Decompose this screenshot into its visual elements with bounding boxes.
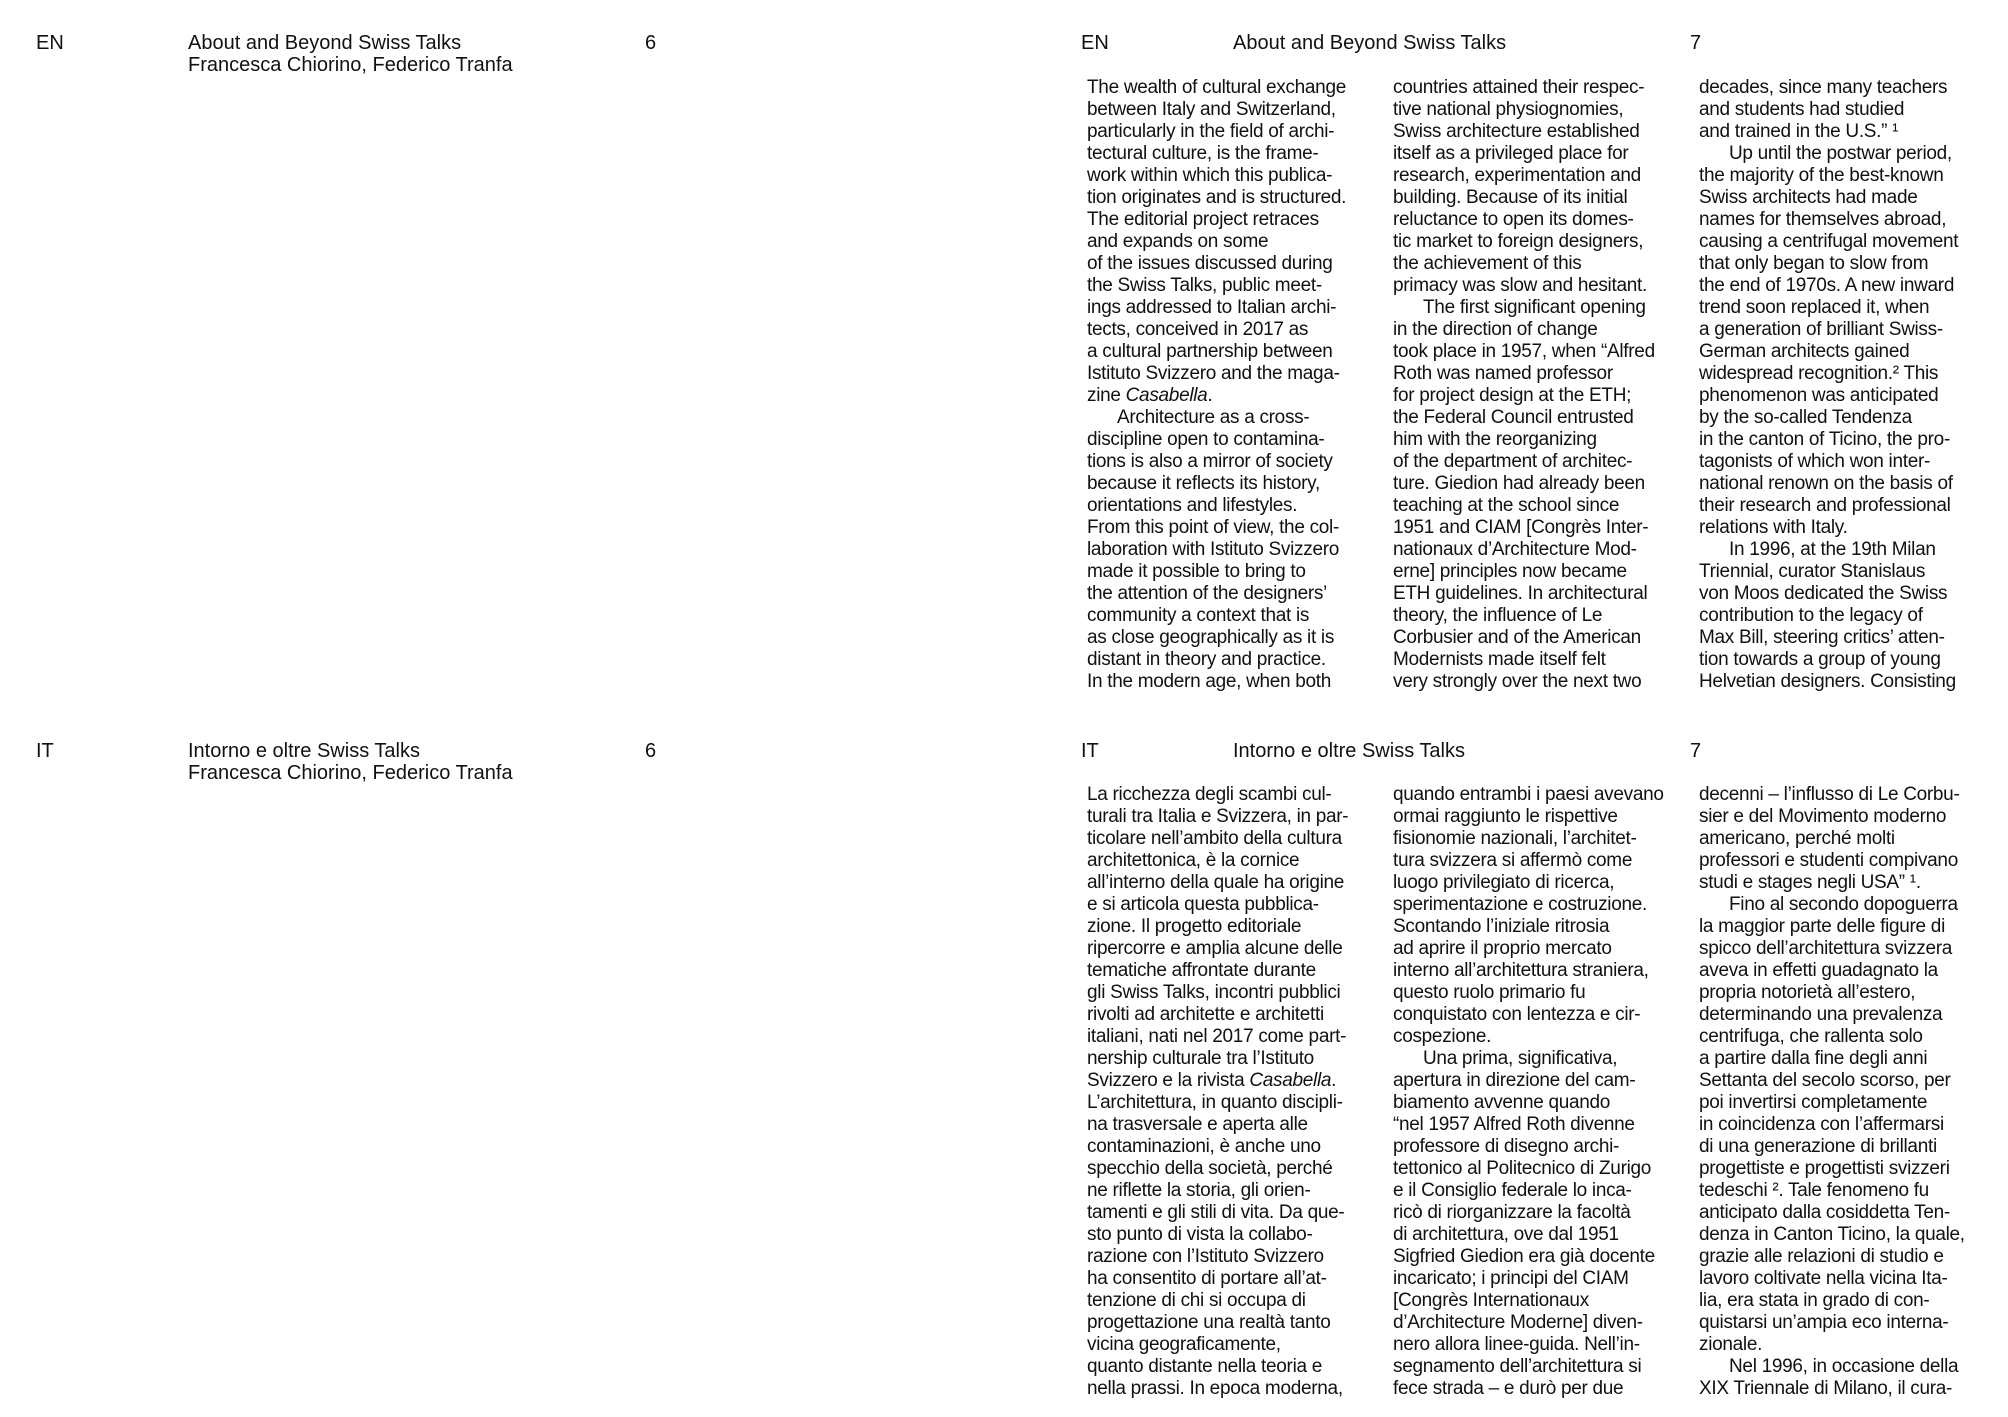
text-line: gli Swiss Talks, incontri pubblici bbox=[1087, 982, 1341, 1003]
text-line: that only began to slow from bbox=[1699, 253, 1929, 274]
text-line: distant in theory and practice. bbox=[1087, 649, 1326, 670]
text-line: in coincidenza con l’affermarsi bbox=[1699, 1114, 1944, 1135]
text-line: German architects gained bbox=[1699, 341, 1910, 362]
text-line: studi e stages negli USA” ¹. bbox=[1699, 872, 1921, 893]
text-line: of the department of architec- bbox=[1393, 451, 1633, 472]
text-line: e si articola questa pubblica- bbox=[1087, 894, 1319, 915]
text-line: lavoro coltivate nella vicina Ita- bbox=[1699, 1268, 1948, 1289]
text-line: national renown on the basis of bbox=[1699, 473, 1953, 494]
en-right-title: About and Beyond Swiss Talks bbox=[1233, 32, 1507, 54]
text-line: tenzione di chi si occupa di bbox=[1087, 1290, 1306, 1311]
text-line: biamento avvenne quando bbox=[1393, 1092, 1611, 1113]
text-line: Scontando l’iniziale ritrosia bbox=[1393, 916, 1610, 937]
text-line: d’Architecture Moderne] diven- bbox=[1393, 1312, 1643, 1333]
text-line: ripercorre e amplia alcune delle bbox=[1087, 938, 1343, 959]
it-right-lang-label: IT bbox=[1081, 740, 1099, 762]
text-line: Up until the postwar period, bbox=[1729, 143, 1952, 164]
text-line: tamenti e gli stili di vita. Da que- bbox=[1087, 1202, 1345, 1223]
text-line: tematiche affrontate durante bbox=[1087, 960, 1316, 981]
en-column-1 bbox=[1087, 77, 1383, 693]
text-line: The wealth of cultural exchange bbox=[1087, 77, 1346, 98]
text-line: the achievement of this bbox=[1393, 253, 1582, 274]
text-line: particularly in the field of archi- bbox=[1087, 121, 1335, 142]
text-line: nership culturale tra l’Istituto bbox=[1087, 1048, 1314, 1069]
text-line: contribution to the legacy of bbox=[1699, 605, 1923, 626]
text-line: sier e del Movimento moderno bbox=[1699, 806, 1947, 827]
text-line: a partire dalla fine degli anni bbox=[1699, 1048, 1928, 1069]
text-line: e il Consiglio federale lo inca- bbox=[1393, 1180, 1632, 1201]
text-line: discipline open to contamina- bbox=[1087, 429, 1325, 450]
text-line: orientations and lifestyles. bbox=[1087, 495, 1298, 516]
it-left-lang-label: IT bbox=[36, 740, 54, 762]
text-line: Istituto Svizzero and the maga- bbox=[1087, 363, 1340, 384]
text-line: centrifuga, che rallenta solo bbox=[1699, 1026, 1923, 1047]
text-line: From this point of view, the col- bbox=[1087, 517, 1339, 538]
text-line: tedeschi ². Tale fenomeno fu bbox=[1699, 1180, 1929, 1201]
text-line: Architecture as a cross- bbox=[1117, 407, 1310, 428]
text-line: Roth was named professor bbox=[1393, 363, 1613, 384]
text-line: the Federal Council entrusted bbox=[1393, 407, 1634, 428]
en-right-lang-label: EN bbox=[1081, 32, 1109, 54]
text-line: The first significant opening bbox=[1423, 297, 1646, 318]
text-line: incaricato; i principi del CIAM bbox=[1393, 1268, 1629, 1289]
text-line: Nel 1996, in occasione della bbox=[1729, 1356, 1959, 1377]
text-line: Swiss architecture established bbox=[1393, 121, 1640, 142]
text-line: rivolti ad architette e architetti bbox=[1087, 1004, 1324, 1025]
text-line: nella prassi. In epoca moderna, bbox=[1087, 1378, 1343, 1399]
text-line: ormai raggiunto le rispettive bbox=[1393, 806, 1618, 827]
text-line: luogo privilegiato di ricerca, bbox=[1393, 872, 1615, 893]
text-line: teaching at the school since bbox=[1393, 495, 1620, 516]
en-left-authors: Francesca Chiorino, Federico Tranfa bbox=[188, 54, 513, 76]
text-line: tura svizzera si affermò come bbox=[1393, 850, 1633, 871]
text-line: names for themselves abroad, bbox=[1699, 209, 1947, 230]
text-line: by the so-called Tendenza bbox=[1699, 407, 1912, 428]
en-column-2 bbox=[1393, 77, 1689, 693]
it-left-page-number: 6 bbox=[645, 740, 657, 762]
text-line: tion originates and is structured. bbox=[1087, 187, 1347, 208]
text-line: ricò di riorganizzare la facoltà bbox=[1393, 1202, 1631, 1223]
text-line: italiani, nati nel 2017 come part- bbox=[1087, 1026, 1347, 1047]
text-line: tive national physiognomies, bbox=[1393, 99, 1624, 120]
text-line: Svizzero e la rivista Casabella. bbox=[1087, 1070, 1337, 1091]
text-line: nero allora linee-guida. Nell’in- bbox=[1393, 1334, 1640, 1355]
text-line: americano, perché molti bbox=[1699, 828, 1895, 849]
text-line: zine Casabella. bbox=[1087, 385, 1213, 406]
text-line: tic market to foreign designers, bbox=[1393, 231, 1644, 252]
text-line: sperimentazione e costruzione. bbox=[1393, 894, 1647, 915]
text-line: building. Because of its initial bbox=[1393, 187, 1628, 208]
text-line: di una generazione di brillanti bbox=[1699, 1136, 1937, 1157]
text-line: decades, since many teachers bbox=[1699, 77, 1948, 98]
text-line: phenomenon was anticipated bbox=[1699, 385, 1939, 406]
text-line: progettazione una realtà tanto bbox=[1087, 1312, 1331, 1333]
text-line: La ricchezza degli scambi cul- bbox=[1087, 784, 1332, 805]
text-line: sto punto di vista la collabo- bbox=[1087, 1224, 1313, 1245]
it-right-page-number: 7 bbox=[1690, 740, 1702, 762]
text-line: questo ruolo primario fu bbox=[1393, 982, 1586, 1003]
text-line: contaminazioni, è anche uno bbox=[1087, 1136, 1321, 1157]
text-line: countries attained their respec- bbox=[1393, 77, 1645, 98]
text-line: tettonico al Politecnico di Zurigo bbox=[1393, 1158, 1652, 1179]
text-line: fisionomie nazionali, l’architet- bbox=[1393, 828, 1637, 849]
text-line: specchio della società, perché bbox=[1087, 1158, 1333, 1179]
text-line: “nel 1957 Alfred Roth divenne bbox=[1393, 1114, 1635, 1135]
text-line: spicco dell’architettura svizzera bbox=[1699, 938, 1953, 959]
text-line: aveva in effetti guadagnato la bbox=[1699, 960, 1938, 981]
text-line: Triennial, curator Stanislaus bbox=[1699, 561, 1926, 582]
text-line: denza in Canton Ticino, la quale, bbox=[1699, 1224, 1965, 1245]
it-column-3 bbox=[1699, 784, 1995, 1400]
text-line: community a context that is bbox=[1087, 605, 1310, 626]
text-line: causing a centrifugal movement bbox=[1699, 231, 1959, 252]
text-line: widespread recognition.² This bbox=[1699, 363, 1939, 384]
text-line: and expands on some bbox=[1087, 231, 1269, 252]
text-line: di architettura, ove dal 1951 bbox=[1393, 1224, 1619, 1245]
text-line: von Moos dedicated the Swiss bbox=[1699, 583, 1948, 604]
text-line: razione con l’Istituto Svizzero bbox=[1087, 1246, 1324, 1267]
text-line: nationaux d’Architecture Mod- bbox=[1393, 539, 1637, 560]
en-column-3 bbox=[1699, 77, 1995, 693]
text-line: erne] principles now became bbox=[1393, 561, 1627, 582]
text-line: [Congrès Internationaux bbox=[1393, 1290, 1589, 1311]
text-line: L’architettura, in quanto discipli- bbox=[1087, 1092, 1343, 1113]
text-line: na trasversale e aperta alle bbox=[1087, 1114, 1308, 1135]
text-line: of the issues discussed during bbox=[1087, 253, 1333, 274]
text-line: professore di disegno archi- bbox=[1393, 1136, 1620, 1157]
text-line: itself as a privileged place for bbox=[1393, 143, 1629, 164]
text-line: poi invertirsi completamente bbox=[1699, 1092, 1928, 1113]
text-line: work within which this publica- bbox=[1087, 165, 1333, 186]
text-line: the attention of the designers’ bbox=[1087, 583, 1327, 604]
text-line: grazie alle relazioni di studio e bbox=[1699, 1246, 1944, 1267]
text-line: ings addressed to Italian archi- bbox=[1087, 297, 1337, 318]
text-line: because it reflects its history, bbox=[1087, 473, 1320, 494]
text-line: research, experimentation and bbox=[1393, 165, 1641, 186]
text-line: and students had studied bbox=[1699, 99, 1905, 120]
text-line: professori e studenti compivano bbox=[1699, 850, 1958, 871]
text-line: as close geographically as it is bbox=[1087, 627, 1335, 648]
text-line: tagonists of which won inter- bbox=[1699, 451, 1931, 472]
text-line: ture. Giedion had already been bbox=[1393, 473, 1645, 494]
text-line: Swiss architects had made bbox=[1699, 187, 1918, 208]
text-line: cospezione. bbox=[1393, 1026, 1492, 1047]
text-line: la maggior parte delle figure di bbox=[1699, 916, 1945, 937]
text-line: Corbusier and of the American bbox=[1393, 627, 1641, 648]
text-line: ad aprire il proprio mercato bbox=[1393, 938, 1612, 959]
text-line: In the modern age, when both bbox=[1087, 671, 1332, 692]
text-line: their research and professional bbox=[1699, 495, 1951, 516]
text-line: tectural culture, is the frame- bbox=[1087, 143, 1319, 164]
text-line: conquistato con lentezza e cir- bbox=[1393, 1004, 1641, 1025]
text-line: the Swiss Talks, public meet- bbox=[1087, 275, 1322, 296]
text-line: lia, era stata in grado di con- bbox=[1699, 1290, 1930, 1311]
text-line: The editorial project retraces bbox=[1087, 209, 1319, 230]
text-line: made it possible to bring to bbox=[1087, 561, 1306, 582]
text-line: In 1996, at the 19th Milan bbox=[1729, 539, 1936, 560]
text-line: anticipato dalla cosiddetta Ten- bbox=[1699, 1202, 1950, 1223]
text-line: him with the reorganizing bbox=[1393, 429, 1597, 450]
text-line: tions is also a mirror of society bbox=[1087, 451, 1333, 472]
text-line: Sigfried Giedion era già docente bbox=[1393, 1246, 1655, 1267]
it-right-title: Intorno e oltre Swiss Talks bbox=[1233, 740, 1465, 762]
text-line: Max Bill, steering critics’ atten- bbox=[1699, 627, 1945, 648]
text-line: tion towards a group of young bbox=[1699, 649, 1941, 670]
text-line: in the direction of change bbox=[1393, 319, 1598, 340]
text-line: interno all’architettura straniera, bbox=[1393, 960, 1649, 981]
text-line: determinando una prevalenza bbox=[1699, 1004, 1943, 1025]
text-line: progettiste e progettisti svizzeri bbox=[1699, 1158, 1950, 1179]
text-line: turali tra Italia e Svizzera, in par- bbox=[1087, 806, 1349, 827]
text-line: fece strada – e durò per due bbox=[1393, 1378, 1624, 1399]
it-left-authors: Francesca Chiorino, Federico Tranfa bbox=[188, 762, 513, 784]
text-line: zionale. bbox=[1699, 1334, 1763, 1355]
text-line: a generation of brilliant Swiss- bbox=[1699, 319, 1943, 340]
text-line: for project design at the ETH; bbox=[1393, 385, 1632, 406]
text-line: relations with Italy. bbox=[1699, 517, 1848, 538]
text-line: XIX Triennale di Milano, il cura- bbox=[1699, 1378, 1953, 1399]
text-line: between Italy and Switzerland, bbox=[1087, 99, 1336, 120]
en-right-page-number: 7 bbox=[1690, 32, 1702, 54]
text-line: very strongly over the next two bbox=[1393, 671, 1642, 692]
text-line: ne riflette la storia, gli orien- bbox=[1087, 1180, 1311, 1201]
it-column-2 bbox=[1393, 784, 1689, 1400]
text-line: tects, conceived in 2017 as bbox=[1087, 319, 1309, 340]
text-line: laboration with Istituto Svizzero bbox=[1087, 539, 1339, 560]
text-line: the majority of the best-known bbox=[1699, 165, 1944, 186]
text-line: trend soon replaced it, when bbox=[1699, 297, 1930, 318]
text-line: Modernists made itself felt bbox=[1393, 649, 1606, 670]
en-left-page-number: 6 bbox=[645, 32, 657, 54]
en-left-lang-label: EN bbox=[36, 32, 64, 54]
text-line: reluctance to open its domes- bbox=[1393, 209, 1634, 230]
text-line: 1951 and CIAM [Congrès Inter- bbox=[1393, 517, 1649, 538]
it-column-1 bbox=[1087, 784, 1383, 1400]
text-line: a cultural partnership between bbox=[1087, 341, 1333, 362]
text-line: zione. Il progetto editoriale bbox=[1087, 916, 1302, 937]
it-left-title: Intorno e oltre Swiss Talks bbox=[188, 740, 420, 762]
text-line: segnamento dell’architettura si bbox=[1393, 1356, 1642, 1377]
text-line: propria notorietà all’estero, bbox=[1699, 982, 1916, 1003]
text-line: quanto distante nella teoria e bbox=[1087, 1356, 1323, 1377]
text-line: Fino al secondo dopoguerra bbox=[1729, 894, 1958, 915]
text-line: Una prima, significativa, bbox=[1423, 1048, 1618, 1069]
text-line: theory, the influence of Le bbox=[1393, 605, 1603, 626]
text-line: ha consentito di portare all’at- bbox=[1087, 1268, 1327, 1289]
text-line: architettonica, è la cornice bbox=[1087, 850, 1300, 871]
text-line: apertura in direzione del cam- bbox=[1393, 1070, 1636, 1091]
text-line: quistarsi un’ampia eco interna- bbox=[1699, 1312, 1949, 1333]
text-line: in the canton of Ticino, the pro- bbox=[1699, 429, 1950, 450]
text-line: all’interno della quale ha origine bbox=[1087, 872, 1345, 893]
text-line: decenni – l’influsso di Le Corbu- bbox=[1699, 784, 1960, 805]
text-line: Settanta del secolo scorso, per bbox=[1699, 1070, 1951, 1091]
text-line: Helvetian designers. Consisting bbox=[1699, 671, 1956, 692]
text-line: the end of 1970s. A new inward bbox=[1699, 275, 1955, 296]
text-line: ticolare nell’ambito della cultura bbox=[1087, 828, 1342, 849]
text-line: quando entrambi i paesi avevano bbox=[1393, 784, 1664, 805]
text-line: primacy was slow and hesitant. bbox=[1393, 275, 1647, 296]
text-line: ETH guidelines. In architectural bbox=[1393, 583, 1648, 604]
text-line: took place in 1957, when “Alfred bbox=[1393, 341, 1655, 362]
en-left-title: About and Beyond Swiss Talks bbox=[188, 32, 462, 54]
text-line: vicina geograficamente, bbox=[1087, 1334, 1281, 1355]
text-line: and trained in the U.S.” ¹ bbox=[1699, 121, 1899, 142]
